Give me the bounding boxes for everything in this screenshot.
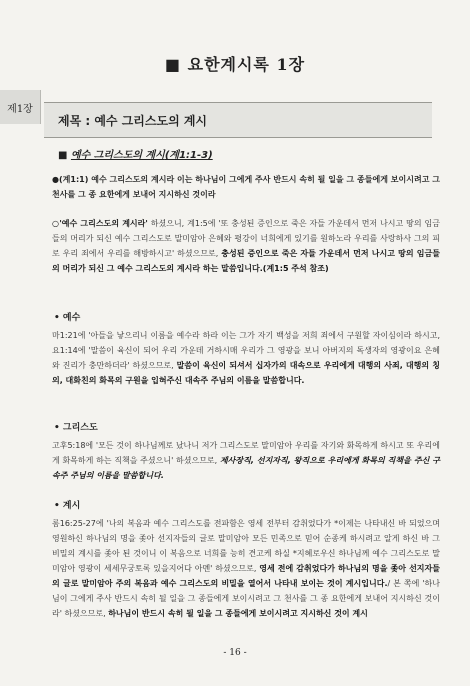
chapter-side-tab: 제1장 (0, 90, 41, 124)
section-header-text: 제목 : 예수 그리스도의 계시 (58, 113, 208, 128)
section-revelation-tail: / 본 쪽에 '하나님이 그에게 주사 반드시 속히 될 일을 그 종들에게 보이시려고 그 천사를 그 종 요한에게 보내어 지시하신 것이라' 하셨으므로, (52, 579, 440, 618)
section-label-christ: • 그리스도 (54, 423, 98, 433)
sub-heading (58, 146, 213, 161)
section-revelation-text: 롬16:25-27에 '나의 복음과 예수 그리스도를 전파함은 영세 전부터 감취었다가 *이제는 나타내신 바 되었으며 영원하신 하나님의 명을 좇아 선지자들의 글로 말미암아 모든 민족으로 믿어 순종케 하시려고 알게 하신 바 그 비밀의 계시를 좇아 된 것이니 이 복음으로 너희를 능히 견고케 하실 *지혜로우신 하나님께 예수 그리스도로 말미암아 영광이 세세무궁토록 있을지어다 아멘' 하셨으므로, (52, 519, 440, 573)
section-label-jesus: • 예수 (54, 313, 81, 323)
section-christ-bold: 제사장직, 선지자직, 왕직으로 우리에게 화목의 직책을 주신 구속주 주님의 이름을 말씀합니다. (52, 456, 440, 480)
sub-heading-text: 예수 그리스도의 계시 (70, 150, 165, 161)
section-header (44, 102, 432, 138)
sub-heading-ref: (계1:1-3) (164, 150, 213, 161)
section-revelation-bold: 영세 전에 감취었다가 하나님의 명을 좇아 선지자들의 글로 말미암아 주의 복음과 예수 그리스도의 비밀을 열어서 나타내 보이는 것이 계시입니다. (52, 564, 440, 588)
section-revelation-tail-bold: 하나님이 반드시 속히 될 일을 그 종들에게 보이시려고 지시하신 것이 계시 (108, 609, 368, 618)
page-number: - 16 - (223, 648, 247, 658)
section-jesus-text: 마1:21에 '아들을 낳으리니 이름을 예수라 하라 이는 그가 자기 백성을 저희 죄에서 구원할 자이심이라 하시고, 요1:14에 '말씀이 육신이 되어 우리 가운데 거하시매 우리가 그 영광을 보니 아버지의 독생자의 영광이요 은혜와 진리가 충만하더라' 하셨으므로, (52, 331, 440, 370)
section-body-christ (52, 438, 440, 483)
intro-quote: ○'예수 그리스도의 계시라' (52, 219, 148, 228)
section-body-jesus (52, 328, 440, 388)
section-jesus-bold: 말씀이 육신이 되셔서 십자가의 대속으로 우리에게 대행의 사죄, 대행의 칭의, 대화친의 화목의 구원을 입혀주신 대속주 주님의 이름을 말씀합니다. (52, 361, 440, 385)
verse-text: ●(계1:1) 예수 그리스도의 계시라 이는 하나님이 그에게 주사 반드시 속히 될 일을 그 종들에게 보이시려고 그 천사를 그 종 요한에게 보내어 지시하신 것이라 (52, 175, 440, 199)
section-label-revelation: • 계시 (54, 501, 81, 511)
intro-paragraph (52, 216, 440, 276)
sub-heading-marker: ■ (58, 150, 68, 161)
intro-body: 하셨으니, 계1:5에 '또 충성된 증인으로 죽은 자들 가운데서 먼저 나시고 땅의 임금들의 머리가 되신 예수 그리스도로 말미암아 은혜와 평강이 너희에게 있기를 원하노라 우리를 사랑하사 그의 피로 우리 죄에서 우리를 해방하시고' 하셨으므로, (52, 219, 440, 258)
section-body-revelation (52, 516, 440, 621)
page-title: ■ 요한계시록 1장 (164, 55, 306, 74)
intro-conclusion: 충성된 증인으로 죽은 자들 가운데서 먼저 나시고 땅의 임금들의 머리가 되신 그 예수 그리스도의 계시라 하는 말씀입니다.(계1:5 주석 참조) (52, 249, 440, 273)
section-christ-text: 고후5:18에 '모든 것이 하나님께로 났나니 저가 그리스도로 말미암아 우리를 자기와 화목하게 하시고 또 우리에게 화목하게 하는 직책을 주셨으니' 하셨으므로, (52, 441, 440, 465)
